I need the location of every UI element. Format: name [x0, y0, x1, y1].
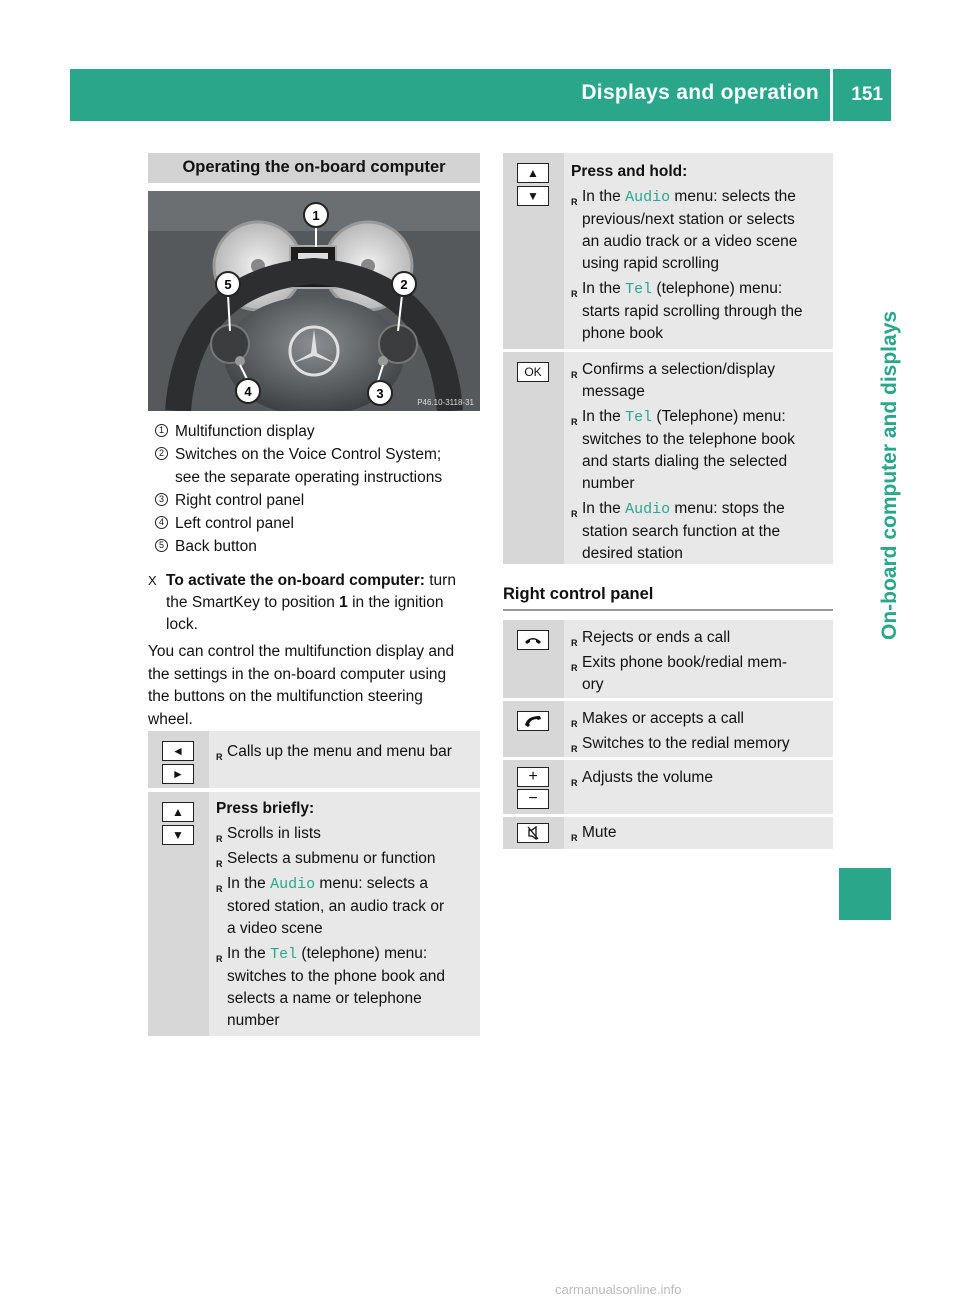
legend-item: 5 Back button: [155, 535, 485, 558]
side-tab-block: [839, 868, 891, 920]
legend-list: [155, 420, 485, 558]
up-arrow-key-icon: ▲: [517, 163, 549, 183]
mute-icon: [517, 823, 549, 843]
phone-hangup-icon: [517, 630, 549, 650]
steering-wheel-photo: [148, 191, 480, 411]
activation-instruction: X To activate the on-board computer: turn the SmartKey to position 1 in the ignition lock.: [148, 572, 456, 633]
volume-up-key-icon: +: [517, 767, 549, 787]
page-number: 151: [851, 84, 883, 105]
callout-1: [304, 203, 328, 227]
callout-3: [368, 381, 392, 405]
key-row-ok: OK R Confirms a selection/display message R In the Tel (Telephone) menu: switches to the telephone book and starts dialing the selected number R In the Audio menu: stops the station search function at the desired station: [503, 352, 833, 564]
watermark: carmanualsonline.info: [555, 1282, 682, 1297]
header-title: Displays and operation: [581, 81, 819, 104]
key-row-up-down-brief: ▲ ▼ Press briefly: R Scrolls in lists R Selects a submenu or function R In the Audio menu: selects a stored station, an audio track or a video scene R In the Tel (telephone) menu: switches to the phone book and selects a name or telephone number: [148, 792, 480, 1036]
side-tab: [846, 170, 901, 810]
key-row-pickup: R Makes or accepts a call R Switches to the redial memory: [503, 701, 833, 757]
side-tab-label: On-board computer and displays: [878, 310, 901, 640]
ok-key-icon: OK: [517, 362, 549, 382]
phone-pickup-icon: [517, 711, 549, 731]
callout-5: [216, 272, 240, 296]
key-row-mute: R Mute: [503, 817, 833, 849]
right-control-panel-title: Right control panel: [503, 585, 833, 611]
svg-text:5: 5: [224, 277, 232, 292]
header-divider: [830, 69, 833, 121]
callout-2: [392, 272, 416, 296]
svg-text:2: 2: [400, 277, 408, 292]
legend-item: 1 Multifunction display: [155, 420, 485, 443]
photo-ref-code: P46.10-3118-31: [417, 398, 474, 407]
section-title: Operating the on-board computer: [148, 153, 480, 183]
right-arrow-key-icon: ►: [162, 764, 194, 784]
svg-text:4: 4: [244, 384, 252, 399]
down-arrow-key-icon: ▼: [162, 825, 194, 845]
volume-down-key-icon: −: [517, 789, 549, 809]
arrow-icon: X: [148, 573, 157, 588]
up-arrow-key-icon: ▲: [162, 802, 194, 822]
intro-paragraph: You can control the multifunction display and the settings in the on-board computer using the buttons on the multifunction steering wheel.: [148, 643, 455, 728]
svg-text:1: 1: [312, 208, 320, 223]
left-arrow-key-icon: ◄: [162, 741, 194, 761]
legend-item: 4 Left control panel: [155, 512, 485, 535]
callout-4: [236, 379, 260, 403]
legend-item: 3 Right control panel: [155, 489, 485, 512]
key-row-hangup: R Rejects or ends a call R Exits phone book/redial mem- ory: [503, 620, 833, 698]
svg-text:3: 3: [376, 386, 384, 401]
header-band: [70, 69, 891, 121]
key-row-up-down-hold: ▲ ▼ Press and hold: R In the Audio menu: selects the previous/next station or selects an audio track or a video scene using rapid scrolling R In the Tel (telephone) menu: starts rapid scrolling through the phone book: [503, 153, 833, 349]
key-row-left-right: ◄ ► R Calls up the menu and menu bar: [148, 731, 480, 788]
key-row-volume: + − R Adjusts the volume: [503, 760, 833, 814]
down-arrow-key-icon: ▼: [517, 186, 549, 206]
legend-item: 2 Switches on the Voice Control System; see the separate operating instructions: [155, 443, 485, 489]
